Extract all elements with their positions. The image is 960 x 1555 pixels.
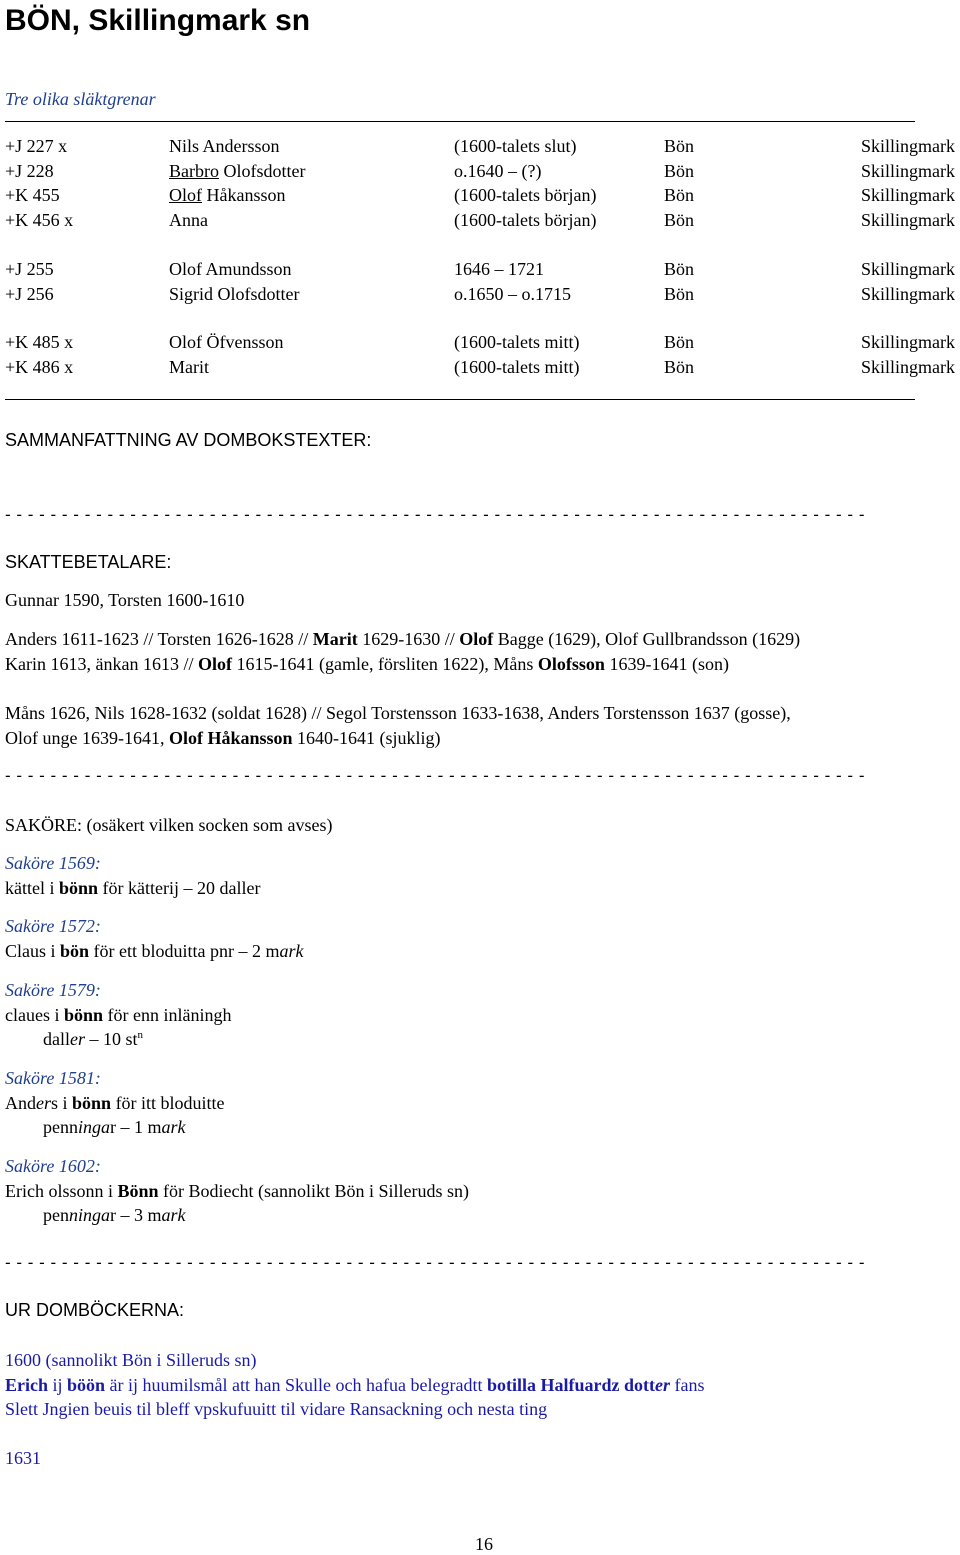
sakore-line (5, 1093, 225, 1114)
text-segment: – 10 st (85, 1029, 138, 1049)
person-date: (1600-talets mitt) (454, 357, 580, 377)
bottom-rule (5, 399, 915, 400)
text-segment: ninga (69, 1205, 111, 1225)
text-segment: Anders 1611-1623 // Torsten 1626-1628 // (5, 629, 313, 649)
person-name (169, 259, 292, 280)
text-segment: inga (78, 1117, 111, 1137)
sakore-year: Saköre 1579: (5, 980, 101, 1000)
person-row (5, 185, 955, 209)
text-segment: för ett bloduitta pnr – 2 m (89, 941, 280, 961)
person-id: +J 255 (5, 259, 54, 279)
text-segment: dall (43, 1029, 70, 1049)
text-segment: 1629-1630 // (357, 629, 460, 649)
text-segment: n (137, 1029, 144, 1041)
person-row (5, 284, 955, 308)
person-last-name: Olofsdotter (218, 161, 306, 181)
person-date: 1646 – 1721 (454, 259, 544, 279)
person-farm: Bön (664, 332, 695, 352)
person-name (169, 284, 300, 305)
person-last-name: Öfvensson (202, 332, 284, 352)
person-name (169, 161, 305, 182)
text-segment: Marit (312, 629, 358, 649)
person-id: +K 486 x (5, 357, 74, 377)
person-parish: Skillingmark (861, 284, 955, 304)
sakore-line (5, 1029, 143, 1050)
ur-year: 1631 (5, 1448, 41, 1468)
text-segment: fans (669, 1375, 705, 1395)
person-id: +J 227 x (5, 136, 68, 156)
person-first-name: Olof (169, 185, 202, 205)
person-last-name: Andersson (199, 136, 280, 156)
person-date: (1600-talets slut) (454, 136, 577, 156)
sakore-heading: SAKÖRE: (osäkert vilken socken som avses) (5, 815, 333, 835)
text-segment: penn (43, 1117, 78, 1137)
dash-divider: - - - - - - - - - - - - - - - - - - - - - - - - - - - - - - - - - - - - - - - - - - - - - - - - - - - - - - - - - - - - - - - - - - - - - - - - - - - - (5, 1253, 865, 1272)
person-name (169, 357, 209, 378)
text-segment: ark (161, 1205, 186, 1225)
sakore-line (5, 1117, 186, 1138)
text-segment: är ij huumilsmål att han Skulle och hafua belegradtt (105, 1375, 487, 1395)
person-first-name: Nils (169, 136, 200, 156)
person-date: (1600-talets början) (454, 210, 597, 230)
text-segment: Erich olssonn i (5, 1181, 118, 1201)
text-segment: Bagge (1629), Olof Gullbrandsson (1629) (493, 629, 801, 649)
sakore-line (5, 878, 260, 899)
person-id: +K 455 (5, 185, 60, 205)
person-date: (1600-talets början) (454, 185, 597, 205)
text-segment: r – 3 m (110, 1205, 162, 1225)
text-segment: 1640-1641 (sjuklig) (292, 728, 441, 748)
text-segment: för enn inläningh (103, 1005, 232, 1025)
person-first-name: Anna (169, 210, 208, 230)
person-last-name: Håkansson (202, 185, 286, 205)
text-segment: r – 1 m (110, 1117, 162, 1137)
person-date: o.1650 – o.1715 (454, 284, 571, 304)
ur-year: 1600 (sannolikt Bön i Silleruds sn) (5, 1350, 257, 1370)
text-segment: kättel i (5, 878, 59, 898)
text-segment: 1639-1641 (son) (604, 654, 729, 674)
text-segment: er (36, 1093, 51, 1113)
text-segment: för itt bloduitte (111, 1093, 225, 1113)
person-first-name: Olof (169, 259, 202, 279)
person-name (169, 185, 286, 206)
person-farm: Bön (664, 284, 695, 304)
text-segment: bönn (58, 878, 99, 898)
text-segment: för Bodiecht (sannolikt Bön i Silleruds sn) (158, 1181, 470, 1201)
person-parish: Skillingmark (861, 136, 955, 156)
text-segment: And (5, 1093, 36, 1113)
summary-heading: SAMMANFATTNING AV DOMBOKSTEXTER: (5, 430, 372, 450)
top-rule (5, 121, 915, 122)
person-date: (1600-talets mitt) (454, 332, 580, 352)
dash-divider: - - - - - - - - - - - - - - - - - - - - - - - - - - - - - - - - - - - - - - - - - - - - - - - - - - - - - - - - - - - - - - - - - - - - - - - - - - - - (5, 505, 865, 524)
text-segment: Olof (197, 654, 232, 674)
person-row (5, 210, 955, 234)
sakore-line (5, 1181, 469, 1202)
person-farm: Bön (664, 357, 695, 377)
text-segment: Erich (5, 1375, 48, 1395)
taxpayers-line (5, 728, 441, 749)
person-parish: Skillingmark (861, 185, 955, 205)
text-segment: ark (279, 941, 304, 961)
sakore-year: Saköre 1572: (5, 916, 101, 936)
ur-text-line (5, 1375, 704, 1396)
person-parish: Skillingmark (861, 259, 955, 279)
text-segment: böön (67, 1375, 106, 1395)
text-segment: er (70, 1029, 85, 1049)
text-segment: Olofsson (537, 654, 605, 674)
person-name (169, 332, 284, 353)
person-parish: Skillingmark (861, 210, 955, 230)
person-parish: Skillingmark (861, 332, 955, 352)
person-farm: Bön (664, 259, 695, 279)
person-farm: Bön (664, 136, 695, 156)
person-last-name: Amundsson (202, 259, 292, 279)
text-segment: Claus i (5, 941, 61, 961)
page-number: 16 (475, 1534, 493, 1554)
taxpayers-heading: SKATTEBETALARE: (5, 552, 172, 572)
person-first-name: Marit (169, 357, 209, 377)
person-row (5, 136, 955, 160)
text-segment: s i (51, 1093, 73, 1113)
text-segment: bönn (63, 1005, 104, 1025)
person-farm: Bön (664, 185, 695, 205)
taxpayers-line: Gunnar 1590, Torsten 1600-1610 (5, 590, 245, 610)
person-parish: Skillingmark (861, 161, 955, 181)
sakore-year: Saköre 1581: (5, 1068, 101, 1088)
text-segment: Olof unge 1639-1641, (5, 728, 169, 748)
sakore-year: Saköre 1569: (5, 853, 101, 873)
text-segment: Olof Håkansson (168, 728, 293, 748)
person-id: +J 228 (5, 161, 54, 181)
taxpayers-line (5, 654, 729, 675)
person-id: +K 456 x (5, 210, 74, 230)
sakore-line (5, 941, 304, 962)
person-name (169, 210, 208, 231)
person-first-name: Olof (169, 332, 202, 352)
sakore-line (5, 1205, 186, 1226)
text-segment: botilla Halfuardz dott (486, 1375, 655, 1395)
text-segment: claues i (5, 1005, 64, 1025)
text-segment: pen (43, 1205, 69, 1225)
dash-divider: - - - - - - - - - - - - - - - - - - - - - - - - - - - - - - - - - - - - - - - - - - - - - - - - - - - - - - - - - - - - - - - - - - - - - - - - - - - - (5, 766, 865, 785)
text-segment: för kätterij – 20 daller (98, 878, 261, 898)
person-farm: Bön (664, 210, 695, 230)
person-row (5, 357, 955, 381)
text-segment: ark (161, 1117, 186, 1137)
text-segment: Bönn (117, 1181, 159, 1201)
person-id: +J 256 (5, 284, 54, 304)
subtitle: Tre olika släktgrenar (5, 89, 156, 109)
text-segment: er (654, 1375, 670, 1395)
person-row (5, 161, 955, 185)
text-segment: Olof (459, 629, 494, 649)
person-farm: Bön (664, 161, 695, 181)
text-segment: Karin 1613, änkan 1613 // (5, 654, 198, 674)
sakore-year: Saköre 1602: (5, 1156, 101, 1176)
person-last-name: Olofsdotter (213, 284, 300, 304)
text-segment: ij (48, 1375, 68, 1395)
page-title: BÖN, Skillingmark sn (5, 4, 311, 37)
taxpayers-line: Måns 1626, Nils 1628-1632 (soldat 1628) // Segol Torstensson 1633-1638, Anders Torstensson 1637 (gosse), (5, 703, 791, 723)
ur-heading: UR DOMBÖCKERNA: (5, 1300, 185, 1320)
text-segment: bön (60, 941, 90, 961)
person-first-name: Sigrid (169, 284, 214, 304)
person-id: +K 485 x (5, 332, 74, 352)
person-row (5, 259, 955, 283)
person-parish: Skillingmark (861, 357, 955, 377)
person-first-name: Barbro (169, 161, 219, 181)
person-name (169, 136, 280, 157)
ur-text-line: Slett Jngien beuis til bleff vpskufuuitt til vidare Ransackning och nesta ting (5, 1399, 548, 1419)
person-date: o.1640 – (?) (454, 161, 542, 181)
taxpayers-line (5, 629, 800, 650)
text-segment: 1615-1641 (gamle, försliten 1622), Måns (231, 654, 538, 674)
sakore-line (5, 1005, 232, 1026)
person-row (5, 332, 955, 356)
text-segment: bönn (72, 1093, 112, 1113)
